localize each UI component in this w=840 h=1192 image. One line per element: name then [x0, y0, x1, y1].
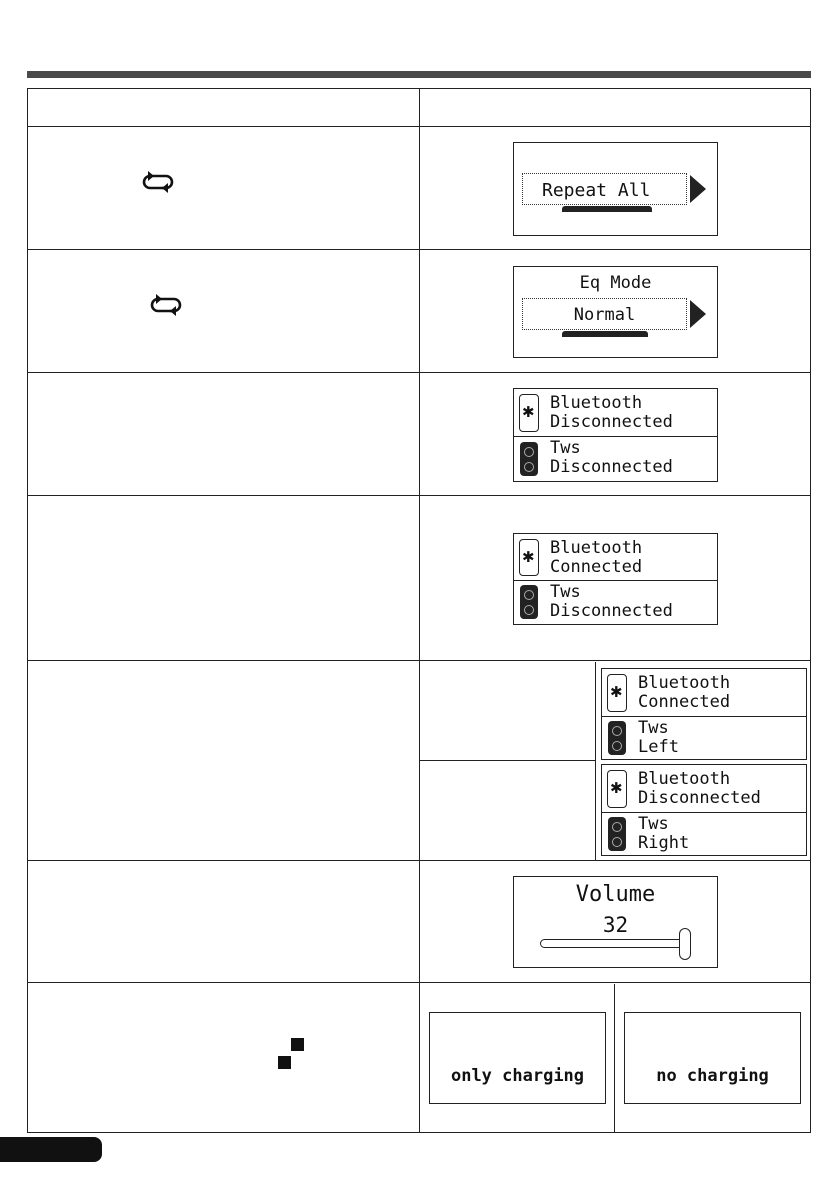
desc-cell-charging — [28, 983, 420, 1133]
lcd-tws-right — [601, 764, 807, 856]
bluetooth-phone-icon: ✱ — [519, 394, 539, 432]
bluetooth-status-row — [514, 389, 717, 437]
table-row-tws-pair — [28, 661, 811, 861]
display-cell-volume — [420, 861, 811, 983]
speaker-icon — [608, 721, 626, 755]
lcd-tws-left — [601, 668, 807, 760]
table-row-volume — [28, 861, 811, 983]
page-tab-marker — [0, 1137, 102, 1162]
square-icon — [278, 1056, 291, 1069]
charging-label: only charging — [450, 1065, 585, 1086]
arrow-right-icon — [690, 300, 706, 328]
speaker-icon — [520, 585, 538, 619]
volume-title: Volume — [575, 881, 656, 907]
tws-title: Tws — [550, 581, 581, 602]
bluetooth-state: Disconnected — [638, 787, 761, 808]
tws-status-row — [602, 813, 806, 855]
display-cell-eq — [420, 250, 811, 373]
desc-cell-volume — [28, 861, 420, 983]
tws-state: Disconnected — [550, 600, 673, 621]
bluetooth-status-row — [602, 765, 806, 813]
table-row-charging — [28, 983, 811, 1133]
header-cell-display — [420, 89, 811, 127]
tws-title: Tws — [638, 717, 669, 738]
eq-title: Eq Mode — [579, 272, 652, 293]
tws-title: Tws — [550, 437, 581, 458]
lcd-eq — [513, 266, 718, 358]
bluetooth-status-row — [514, 534, 717, 581]
table-row-repeat — [28, 127, 811, 250]
bluetooth-state: Connected — [550, 556, 643, 577]
tws-status-row — [514, 581, 717, 624]
lcd-only-charging — [429, 1012, 606, 1104]
bluetooth-title: Bluetooth — [638, 672, 731, 693]
desc-cell-status — [28, 373, 420, 496]
table-header-row — [28, 89, 811, 127]
top-rule — [27, 71, 811, 78]
selection-underline — [562, 331, 648, 337]
bluetooth-phone-icon: ✱ — [607, 770, 627, 808]
display-cell-status — [420, 373, 811, 496]
eq-value: Normal — [573, 304, 636, 325]
bluetooth-state: Connected — [638, 691, 731, 712]
table-row-status-disconnected — [28, 373, 811, 496]
tws-state: Disconnected — [550, 456, 673, 477]
bluetooth-status-row — [602, 669, 806, 717]
display-cell-repeat — [420, 127, 811, 250]
repeat-mode-label: Repeat All — [542, 179, 651, 201]
lcd-no-charging — [624, 1012, 801, 1104]
bluetooth-phone-icon: ✱ — [519, 539, 539, 576]
inner-divider — [420, 760, 595, 761]
bluetooth-title: Bluetooth — [638, 768, 731, 789]
bluetooth-state: Disconnected — [550, 411, 673, 432]
bluetooth-phone-icon: ✱ — [607, 674, 627, 712]
arrow-right-icon — [690, 175, 706, 203]
header-cell-description — [28, 89, 420, 127]
inner-divider-vertical — [595, 662, 596, 860]
repeat-icon — [146, 293, 186, 317]
desc-cell-bt-connected — [28, 496, 420, 661]
volume-value: 32 — [602, 912, 629, 937]
desc-cell-eq — [28, 250, 420, 373]
square-icon — [291, 1038, 304, 1051]
selection-underline — [562, 206, 652, 212]
lcd-repeat — [513, 142, 718, 236]
speaker-icon — [520, 442, 538, 476]
table-row-status-bt-connected — [28, 496, 811, 661]
desc-cell-tws-pair — [28, 661, 420, 861]
speaker-icon — [608, 817, 626, 851]
inner-divider-vertical — [614, 984, 615, 1132]
desc-cell-repeat — [28, 127, 420, 250]
table-row-eq — [28, 250, 811, 373]
bluetooth-title: Bluetooth — [550, 392, 643, 413]
tws-state: Right — [638, 832, 690, 853]
tws-title: Tws — [638, 813, 669, 834]
display-cell-tws-pair — [420, 661, 811, 861]
volume-slider-knob — [679, 928, 691, 960]
repeat-icon — [138, 170, 178, 194]
tws-status-row — [514, 437, 717, 481]
display-cell-bt-connected — [420, 496, 811, 661]
volume-track — [540, 939, 688, 948]
charging-label: no charging — [656, 1065, 769, 1086]
lcd-status-bt-connected — [513, 533, 718, 625]
tws-state: Left — [638, 736, 679, 757]
tws-status-row — [602, 717, 806, 759]
lcd-volume — [513, 876, 718, 968]
lcd-status — [513, 388, 718, 482]
display-cell-charging — [420, 983, 811, 1133]
bluetooth-title: Bluetooth — [550, 537, 643, 558]
feature-table — [27, 88, 811, 1133]
